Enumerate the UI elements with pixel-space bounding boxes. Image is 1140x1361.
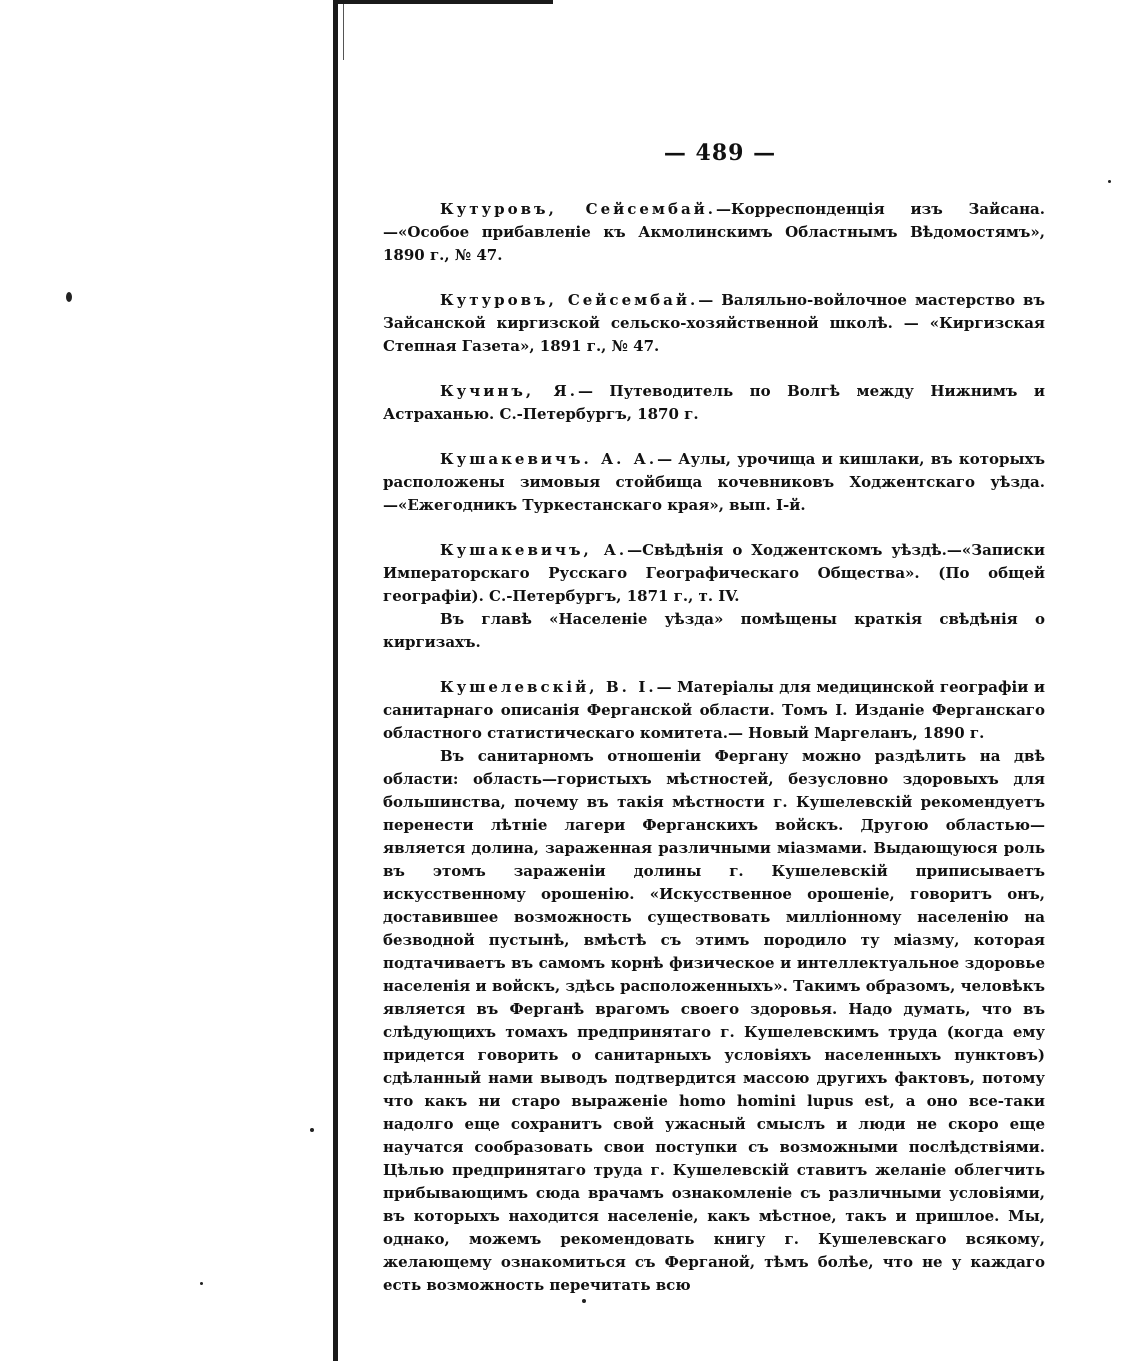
bibliography-entry xyxy=(383,676,1045,1297)
entry-paragraph xyxy=(383,289,1045,358)
entry-paragraph xyxy=(383,676,1045,745)
entry-paragraph xyxy=(383,198,1045,267)
book-spine-edge xyxy=(333,0,338,1361)
bibliography-entry xyxy=(383,539,1045,654)
entry-note: Въ главѣ «Населеніе уѣзда» помѣщены краткія свѣдѣнія о киргизахъ. xyxy=(383,610,1045,651)
entry-text: — Путеводитель по Волгѣ между Нижнимъ и Астраханью. С.-Петербургъ, 1870 г. xyxy=(383,382,1045,423)
bibliography-entry xyxy=(383,448,1045,517)
entry-text: —Корреспонденція изъ Зайсана.—«Особое прибавленіе къ Акмолинскимъ Областнымъ Вѣдомостямъ», 1890 г., № 47. xyxy=(383,200,1045,264)
entry-text: — Валяльно-войлочное мастерство въ Зайсанской киргизской сельско-хозяйственной школѣ. — «Киргизская Степная Газета», 1891 г., № 47. xyxy=(383,291,1045,355)
book-spine-inner-line xyxy=(343,0,344,60)
bibliography-list xyxy=(383,198,1045,1319)
entry-text: — Аулы, урочища и кишлаки, въ которыхъ расположены зимовыя стойбища кочевниковъ Ходжентскаго уѣзда.—«Ежегодникъ Туркестанскаго края», вып. I-й. xyxy=(383,450,1046,514)
bibliography-entry xyxy=(383,380,1045,426)
entry-paragraph xyxy=(383,380,1045,426)
bibliography-entry xyxy=(383,198,1045,267)
entry-author: Кутуровъ, Сейсембай. xyxy=(440,200,717,218)
entry-author: Кушакевичъ. А. А. xyxy=(440,450,658,468)
entry-text: —Свѣдѣнія о Ходжентскомъ уѣздѣ.—«Записки Императорскаго Русскаго Географическаго Общества». (По общей географіи). С.-Петербургъ, 1871 г., т. IV. xyxy=(383,541,1045,605)
page-number: — 489 — xyxy=(663,140,777,166)
bibliography-entry xyxy=(383,289,1045,358)
scan-speck xyxy=(310,1128,314,1132)
entry-note: Въ санитарномъ отношеніи Фергану можно раздѣлить на двѣ области: область—гористыхъ мѣстностей, безусловно здоровыхъ для большинства, почему въ такія мѣстности г. Кушелевскій рекомендуетъ перенести лѣтніе лагери Ферганскихъ войскъ. Другою областью—является долина, зараженная различными міазмами. Выдающуюся роль въ этомъ зараженіи долины г. Кушелевскій приписываетъ искусственному орошенію. «Искусственное орошеніе, говоритъ онъ, доставившее возможность существовать милліонному населенію на безводной пустынѣ, вмѣстѣ съ этимъ породило ту міазму, которая подтачиваетъ въ самомъ корнѣ физическое и интеллектуальное здоровье населенія и войскъ, здѣсь расположенныхъ». Такимъ образомъ, человѣкъ является въ Ферганѣ врагомъ своего здоровья. Надо думать, что въ слѣдующихъ томахъ предпринятаго г. Кушелевскимъ труда (когда ему придется говорить о санитарныхъ условіяхъ населенныхъ пунктовъ) сдѣланный нами выводъ подтвердится массою другихъ фактовъ, потому что какъ ни старо выраженіе homo homini lupus est, а оно все-таки надолго еще сохранитъ свой ужасный смыслъ и люди не скоро еще научатся сообразовать свои поступки съ возможными послѣдствіями. Цѣлью предпринятаго труда г. Кушелевскій ставитъ желаніе облегчить прибывающимъ сюда врачамъ ознакомленіе съ различными условіями, въ которыхъ находится населеніе, какъ мѣстное, такъ и пришлое. Мы, однако, можемъ рекомендовать книгу г. Кушелевскаго всякому, желающему ознакомиться съ Ферганой, тѣмъ болѣе, что не у каждаго есть возможность перечитать всю xyxy=(383,747,1045,1294)
page-top-edge xyxy=(333,0,553,4)
entry-author: Кушакевичъ, А. xyxy=(440,541,628,559)
entry-author: Кутуровъ, Сейсембай. xyxy=(440,291,699,309)
scan-speck xyxy=(200,1282,203,1285)
entry-text: — Матеріалы для медицинской географіи и санитарнаго описанія Ферганской области. Томъ I. Изданіе Ферганскаго областного статистическаго комитета.— Новый Маргеланъ, 1890 г. xyxy=(383,678,1045,742)
entry-author: Кушелевскій, В. І. xyxy=(440,678,657,696)
scan-speck xyxy=(1108,180,1111,183)
entry-paragraph xyxy=(383,539,1045,608)
entry-author: Кучинъ, Я. xyxy=(440,382,578,400)
scan-speck xyxy=(66,292,72,302)
entry-paragraph xyxy=(383,448,1045,517)
